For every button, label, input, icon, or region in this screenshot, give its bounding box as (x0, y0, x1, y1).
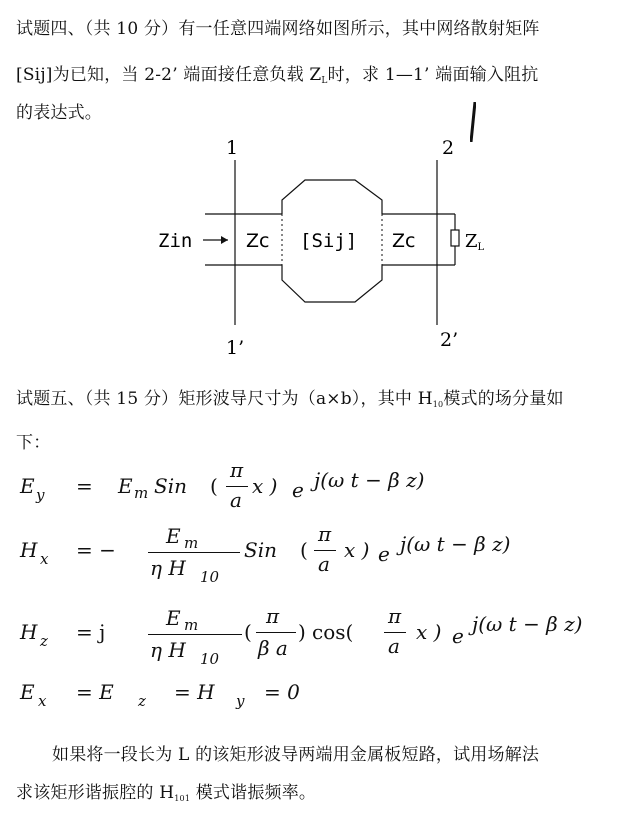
question5-line1-end: 模式的场分量如 (443, 389, 564, 409)
ey-open: ( (210, 474, 218, 498)
equation-hx (14, 522, 614, 592)
zero-ex-sub: x (38, 692, 47, 710)
question4-line1: 试题四、（共 10 分）有一任意四端网络如图所示，其中网络散射矩阵 (16, 19, 540, 39)
port2-top-label: 2 (442, 137, 455, 159)
hx-e: e (378, 542, 390, 566)
hx-a: a (318, 552, 330, 576)
hz-lhs: H (20, 620, 38, 644)
hx-pi: π (318, 522, 332, 546)
ey-pi: π (230, 458, 244, 482)
hz-lhs-sub: z (40, 632, 48, 650)
hx-open: ( (300, 538, 308, 562)
ey-x: x ) (252, 474, 278, 498)
zero-ez: = E (76, 680, 114, 704)
question4-line2-end: 时，求 1—1’ 端面输入阻抗 (327, 65, 539, 85)
question4-line2 (16, 60, 538, 86)
hx-exp: j(ω t − β z) (400, 532, 511, 556)
question5-paragraph2 (16, 778, 316, 803)
hz-num-sub: m (184, 616, 199, 634)
zc-right-label: Zc (392, 230, 416, 252)
zero-hy-sub: y (236, 692, 245, 710)
ey-amp-sub: m (134, 484, 149, 502)
h10-subscript: 10 (432, 400, 444, 409)
network-diagram (0, 120, 630, 380)
hx-lhs: H (20, 538, 38, 562)
ey-exp: j(ω t − β z) (314, 468, 425, 492)
equation-ey (14, 458, 614, 512)
hz-pi2: π (388, 604, 402, 628)
ey-lhs: E (20, 474, 35, 498)
hx-x: x ) (344, 538, 370, 562)
port1-top-label: 1 (226, 137, 239, 159)
hz-paren-close: ) (298, 620, 306, 644)
hz-paren-open: ( (244, 620, 252, 644)
load-resistor-icon (451, 230, 459, 246)
hz-num: E (166, 606, 181, 630)
question4-line2-text: [Sij]为已知，当 2-2’ 端面接任意负载 Z (16, 65, 322, 85)
hz-cos: cos( (312, 620, 354, 644)
hx-den: η H (150, 556, 186, 580)
hz-exp: j(ω t − β z) (472, 612, 583, 636)
equation-hz (14, 604, 624, 674)
h101-subscript: 101 (174, 794, 191, 803)
zero-hy: = H (174, 680, 215, 704)
ey-sin: Sin (154, 474, 187, 498)
question5-line1-text: 试题五、（共 15 分）矩形波导尺寸为（a×b），其中 H (16, 389, 433, 409)
zin-label: Zin (158, 230, 193, 252)
arrow-icon (221, 236, 228, 244)
zero-ez-sub: z (138, 692, 146, 710)
ey-equals: = (76, 474, 93, 498)
hz-x: x ) (416, 620, 442, 644)
equation-zero (14, 676, 414, 716)
port2-bottom-label: 2’ (440, 329, 459, 351)
zero-ex: E (20, 680, 35, 704)
hx-equals: = − (76, 538, 116, 562)
question5-line1 (16, 384, 564, 409)
question5-paragraph2-text: 求该矩形谐振腔的 H (16, 783, 175, 803)
hx-sin: Sin (244, 538, 277, 562)
hz-den: η H (150, 638, 186, 662)
ey-amp: E (118, 474, 133, 498)
question5-line2: 下： (16, 433, 51, 453)
port1-bottom-label: 1’ (226, 337, 245, 359)
question5-paragraph1: 如果将一段长为 L 的该矩形波导两端用金属板短路，试用场解法 (52, 745, 540, 765)
hx-lhs-sub: x (40, 550, 49, 568)
question4-line3: 的表达式。 (16, 103, 102, 123)
hz-den-sub: 10 (200, 650, 220, 668)
hz-pi1: π (266, 604, 280, 628)
hz-beta-a: β a (258, 636, 288, 660)
zero-value: = 0 (264, 680, 300, 704)
hz-equals: = j (76, 620, 106, 644)
question5-paragraph2-end: 模式谐振频率。 (190, 783, 317, 803)
ey-a: a (230, 488, 242, 512)
hx-den-sub: 10 (200, 568, 220, 586)
ey-e: e (292, 478, 304, 502)
sij-label: [Sij] (300, 230, 358, 252)
ey-lhs-sub: y (36, 486, 45, 504)
zl-label: ZL (465, 231, 485, 253)
hx-num: E (166, 524, 181, 548)
zl-subscript: L (321, 76, 328, 86)
hx-num-sub: m (184, 534, 199, 552)
hz-a: a (388, 634, 400, 658)
hz-e: e (452, 624, 464, 648)
zc-left-label: Zc (246, 230, 270, 252)
